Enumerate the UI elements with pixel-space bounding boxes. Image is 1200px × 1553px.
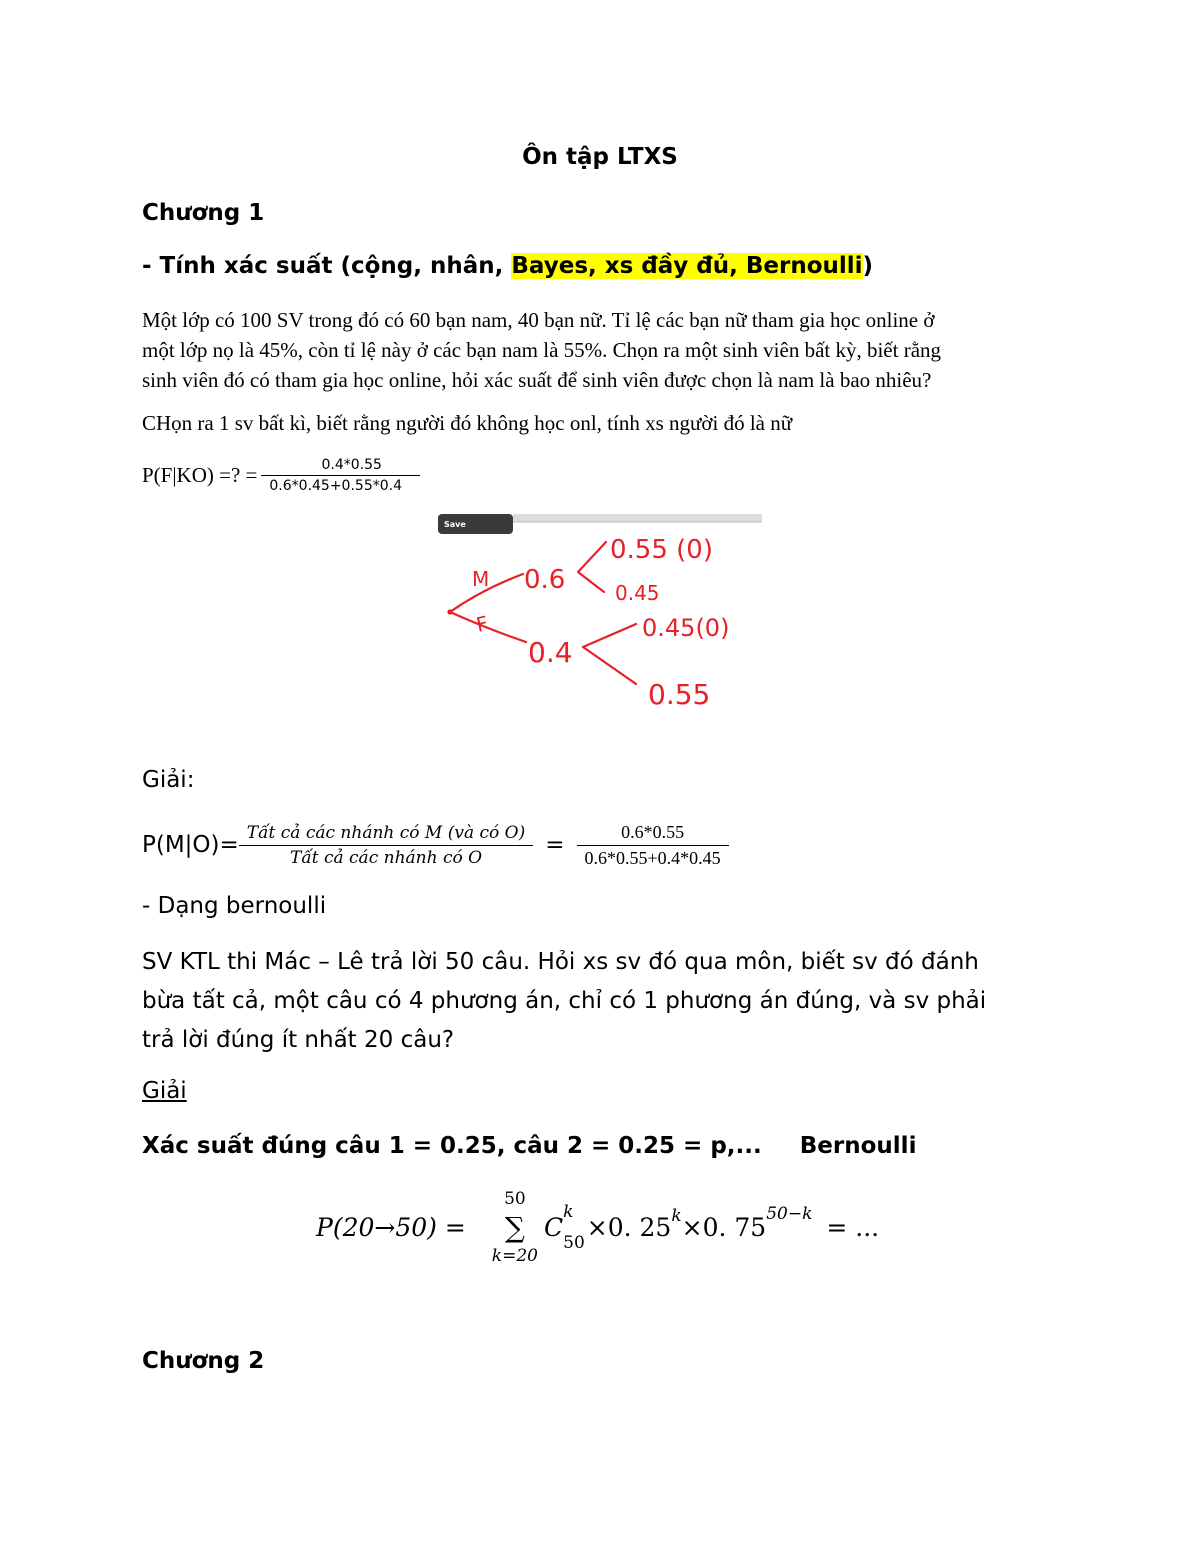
tree-m-upper: 0.55 (0) <box>610 535 713 565</box>
formula-2-equals: = <box>545 832 565 858</box>
problem-3-line-1: SV KTL thi Mác – Lê trả lời 50 câu. Hỏi xs sv đó qua môn, biết sv đó đánh <box>142 949 979 975</box>
formula-3-p-exp: k <box>671 1206 682 1226</box>
problem-1-line-2: một lớp nọ là 45%, còn tỉ lệ này ở các bạn nam là 55%. Chọn ra một sinh viên bất kỳ, biết rằng <box>142 338 942 362</box>
solution-2-label: Giải <box>142 1078 187 1104</box>
formula-3-c: C <box>543 1213 564 1242</box>
tree-label-m: M <box>472 567 490 591</box>
tree-f-prob: 0.4 <box>528 636 573 669</box>
formula-3-c-sup: k <box>563 1201 574 1222</box>
formula-2-text-fraction <box>239 823 533 868</box>
formula-3-c-scripts <box>563 1201 585 1253</box>
chapter-2-heading: Chương 2 <box>142 1348 265 1374</box>
bernoulli-line <box>142 1133 916 1159</box>
formula-2-value-denominator: 0.6*0.55+0.4*0.45 <box>584 847 721 868</box>
formula-3-sum <box>491 1188 538 1266</box>
formula-2 <box>142 815 729 875</box>
probability-tree-image <box>438 514 762 734</box>
formula-3-lhs: P(20→50) = <box>316 1213 466 1242</box>
formula-1-lhs: P(F|KO) =? = <box>142 462 258 487</box>
formula-3-times-q: ×0. 75 <box>681 1213 767 1242</box>
formula-1 <box>142 452 420 498</box>
formula-1-fraction <box>261 457 420 494</box>
formula-2-text-denominator: Tất cả các nhánh có O <box>289 847 483 868</box>
formula-3-sum-lower: k=20 <box>491 1245 538 1266</box>
bernoulli-line-left: Xác suất đúng câu 1 = 0.25, câu 2 = 0.25 = p,... <box>142 1133 762 1159</box>
formula-3-c-sub: 50 <box>563 1232 585 1253</box>
formula-2-text-numerator: Tất cả các nhánh có M (và có O) <box>239 823 533 846</box>
problem-3-line-2: bừa tất cả, một câu có 4 phương án, chỉ có 1 phương án đúng, và sv phải <box>142 988 987 1014</box>
topic-1-heading <box>142 253 873 279</box>
problem-1-line-3: sinh viên đó có tham gia học online, hỏi xác suất để sinh viên được chọn là nam là bao nhiêu? <box>142 368 932 392</box>
topic-1-prefix: - Tính xác suất (cộng, nhân, <box>142 253 512 279</box>
tree-m-lower: 0.45 <box>615 581 660 605</box>
formula-3-q-exp: 50−k <box>766 1204 813 1224</box>
problem-3-line-3: trả lời đúng ít nhất 20 câu? <box>142 1027 455 1053</box>
formula-1-denominator: 0.6*0.45+0.55*0.4 <box>269 477 402 494</box>
document-title: Ôn tập LTXS <box>522 144 678 170</box>
problem-1-line-1: Một lớp có 100 SV trong đó có 60 bạn nam, 40 bạn nữ. Tỉ lệ các bạn nữ tham gia học online ở <box>142 308 935 332</box>
tree-f-lower: 0.55 <box>648 678 711 711</box>
formula-3 <box>316 1180 879 1275</box>
solution-1-label: Giải: <box>142 767 195 793</box>
formula-2-lhs: P(M|O)= <box>142 832 239 858</box>
bernoulli-line-right: Bernoulli <box>799 1133 917 1159</box>
problem-1-text <box>142 305 1052 395</box>
tree-toolbar-label: Save <box>444 520 466 529</box>
tree-m-prob: 0.6 <box>524 565 566 595</box>
topic-2-heading: - Dạng bernoulli <box>142 893 327 919</box>
formula-2-value-numerator: 0.6*0.55 <box>577 822 729 846</box>
problem-2-text: CHọn ra 1 sv bất kì, biết rằng người đó không học onl, tính xs người đó là nữ <box>142 411 793 435</box>
formula-3-times-p: ×0. 25 <box>586 1213 672 1242</box>
tree-f-upper: 0.45(0) <box>642 614 730 642</box>
topic-1-highlight: Bayes, xs đầy đủ, Bernoulli <box>511 253 863 279</box>
chapter-1-heading: Chương 1 <box>142 200 265 226</box>
formula-3-sigma: ∑ <box>504 1210 525 1244</box>
formula-3-tail: = ... <box>826 1213 880 1242</box>
problem-3-text <box>142 943 1052 1060</box>
formula-2-value-fraction <box>577 822 729 869</box>
tree-label-f: F <box>474 611 491 637</box>
formula-3-sum-upper: 50 <box>504 1188 526 1209</box>
topic-1-suffix: ) <box>862 253 874 279</box>
tree-root-dot <box>447 609 452 614</box>
formula-1-numerator: 0.4*0.55 <box>261 457 420 476</box>
